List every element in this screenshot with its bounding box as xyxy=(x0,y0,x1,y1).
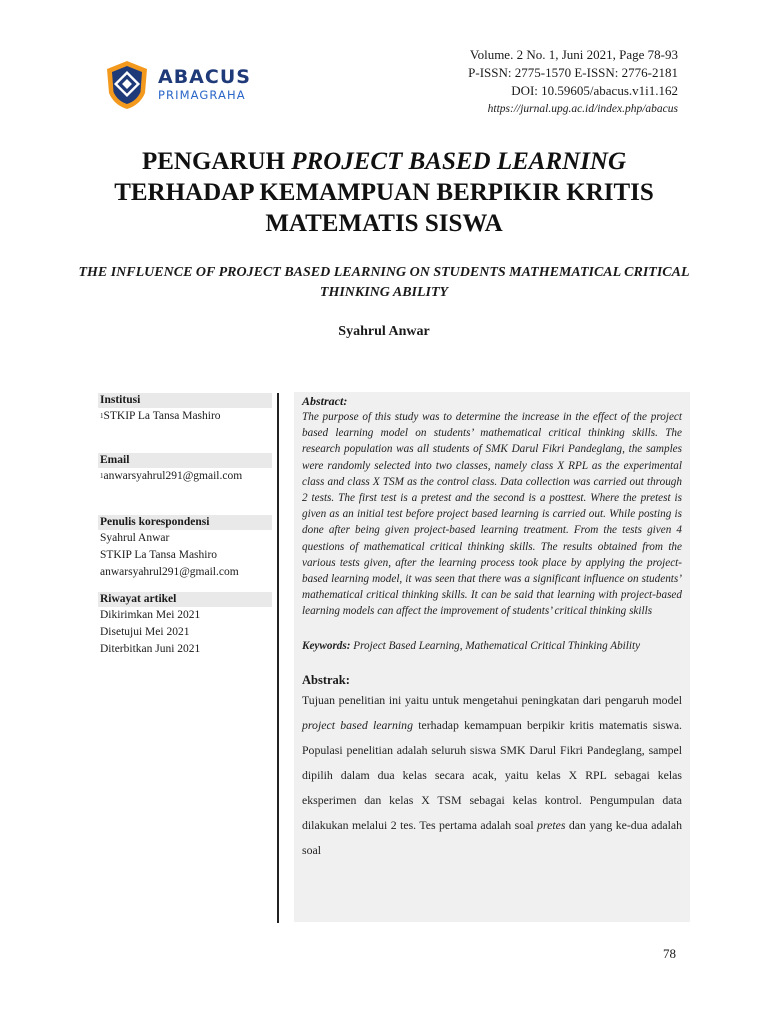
institusi-value xyxy=(98,408,272,425)
issn-line: P-ISSN: 2775-1570 E-ISSN: 2776-2181 xyxy=(468,65,678,80)
column-divider xyxy=(277,393,279,923)
email-heading: Email xyxy=(98,453,272,468)
keywords-label: Keywords: xyxy=(302,639,351,652)
doi-line: DOI: 10.59605/abacus.v1i1.162 xyxy=(511,83,678,98)
logo-wordmark: ABACUS xyxy=(158,66,251,89)
email-value xyxy=(98,468,272,485)
institusi-sup: 1 xyxy=(100,412,104,420)
abstract-panel xyxy=(294,392,690,922)
email-link[interactable]: anwarsyahrul291@gmail.com xyxy=(103,470,243,482)
abstract-heading: Abstract: xyxy=(302,394,348,408)
riwayat-dikirimkan: Dikirimkan Mei 2021 xyxy=(100,609,201,621)
abstrak-seg-5: dan yang ke-dua adalah soal xyxy=(302,817,683,857)
title-part-3: TERHADAP KEMAMPUAN BERPIKIR KRITIS MATEMATIS SISWA xyxy=(114,179,654,237)
korespondensi-institution: STKIP La Tansa Mashiro xyxy=(100,549,218,561)
abstrak-seg-1: Tujuan penelitian ini yaitu untuk mengetahui peningkatan dari pengaruh model xyxy=(302,692,682,707)
abacus-shield-icon xyxy=(104,59,150,111)
article-info-sidebar xyxy=(98,393,272,658)
english-title: THE INFLUENCE OF PROJECT BASED LEARNING ON STUDENTS MATHEMATICAL CRITICAL THINKING ABILITY xyxy=(78,265,690,300)
abstrak-seg-3: terhadap kemampuan berpikir kritis matematis siswa. Populasi penelitian adalah seluruh siswa SMK Darul Fikri Pandeglang, sampel dipilih dalam dua kelas secara acak, yaitu kelas X RPL sebagai kelas eksperimen dan kelas X TSM sebagai kelas kontrol. Pengumpulan data dilakukan melalui 2 tes. Tes pertama adalah soal xyxy=(302,717,683,832)
logo-subtitle: PRIMAGRAHA xyxy=(158,88,246,103)
abstrak-heading: Abstrak: xyxy=(302,672,350,687)
journal-url-link[interactable]: https://jurnal.upg.ac.id/index.php/abacus xyxy=(487,103,678,115)
journal-logo xyxy=(104,58,264,112)
institusi-heading: Institusi xyxy=(98,393,272,408)
abstract-body: The purpose of this study was to determine the increase in the effect of the project based learning model on students’ mathematical critical thinking skills. The research population was all students of SMK Darul Fikri Pandeglang, the samples were randomly selected into two classes, namely class X RPL as the experimental class and class X TSM as the control class. Data collection was carried out through 2 tests. The first test is a pretest and the second is a posttest. Where the pretest is given as an initial test before project based learning is carried out. While posting is done after being given project-based learning treatment. From the tests given 4 questions of mathematical critical thinking skills. The results obtained from the various tests given, after the learning process took place by applying the project-based learning model, it was seen that there was a significant influence on students’ mathematical critical thinking skills. It can be said that learning with project-based learning models can affect the improvement of students’ critical thinking skills xyxy=(302,411,682,618)
email-sup: 1 xyxy=(100,472,104,480)
keywords-value: Project Based Learning, Mathematical Critical Thinking Ability xyxy=(353,639,641,652)
abstrak-seg-4: pretes xyxy=(537,817,566,832)
riwayat-disetujui: Disetujui Mei 2021 xyxy=(100,626,190,638)
page-number: 78 xyxy=(663,946,676,961)
keywords xyxy=(302,634,682,658)
author-name: Syahrul Anwar xyxy=(338,324,430,339)
abstrak-seg-2: project based learning xyxy=(302,717,413,732)
title-part-1: PENGARUH xyxy=(141,148,292,175)
abstrak-body xyxy=(302,688,682,863)
journal-info xyxy=(468,46,678,118)
riwayat-diterbitkan: Diterbitkan Juni 2021 xyxy=(100,643,201,655)
riwayat-heading: Riwayat artikel xyxy=(98,592,272,607)
article-title xyxy=(40,146,728,239)
volume-line: Volume. 2 No. 1, Juni 2021, Page 78-93 xyxy=(469,47,678,62)
korespondensi-heading: Penulis korespondensi xyxy=(98,515,272,530)
institusi-text: STKIP La Tansa Mashiro xyxy=(103,410,221,422)
korespondensi-email[interactable]: anwarsyahrul291@gmail.com xyxy=(100,566,239,578)
title-part-2: PROJECT BASED LEARNING xyxy=(291,148,627,175)
korespondensi-name: Syahrul Anwar xyxy=(100,532,170,544)
